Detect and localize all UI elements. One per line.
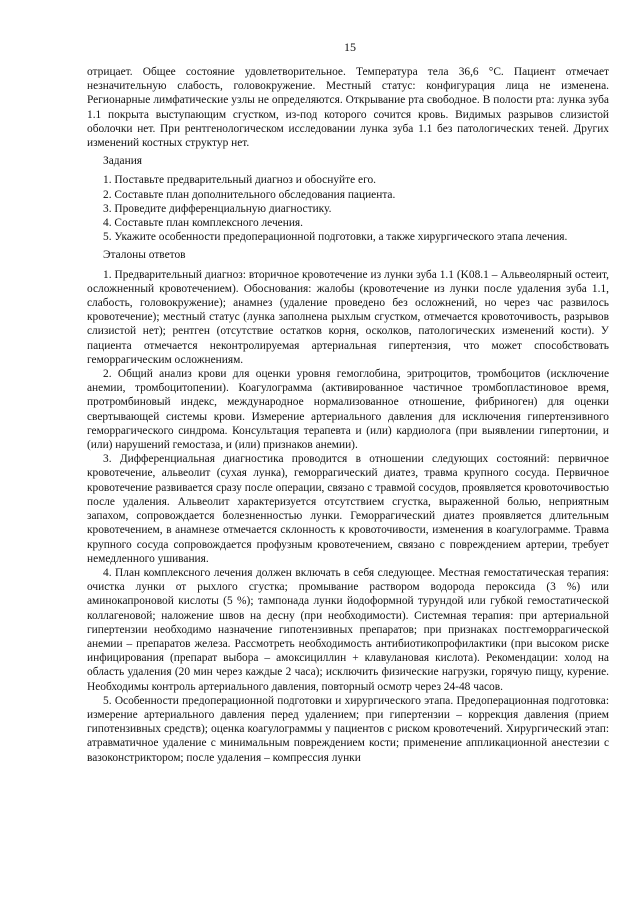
page-number: 15 bbox=[344, 40, 356, 54]
task-item-3: 3. Проведите дифференциальную диагностику. bbox=[103, 202, 332, 215]
answers-heading: Эталоны ответов bbox=[103, 249, 186, 262]
answer-4-treatment: 4. План комплексного лечения должен включать в себя следующее. Местная гемостатическая терапия: очистка лунки от рыхлого сгустка; промывание раствором водорода пероксида (3 %) или аминокапроновой кислоты (5 %); тампонада лунки йодоформной турундой или губкой гемостатической коллагеновой; наложение швов на десну (при необходимости). Системная терапия: при артериальной гипертензии необходимо назначение гипотензивных препаратов; при признаках постгеморрагической анемии – препаратов железа. Рассмотреть необходимость антибиотикопрофилактики (при высоком риске инфицирования (препарат выбора – амоксициллин + клавулановая кислота). Рекомендации: холод на область удаления (20 мин через каждые 2 часа); исключить физические нагрузки, горячую пищу, курение. Необходимы контроль артериального давления, повторный осмотр через 24-48 часов. bbox=[87, 566, 609, 693]
task-item-1: 1. Поставьте предварительный диагноз и обоснуйте его. bbox=[103, 174, 376, 187]
answer-1-diagnosis: 1. Предварительный диагноз: вторичное кровотечение из лунки зуба 1.1 (K08.1 – Альвеолярный остеит, осложненный кровотечением). Обоснования: жалобы (кровотечение из лунки после удаления зуба 1.1, слабость, головокружение); анамнез (удаление проведено без осложнений, но через час развилось кровотечение); местный статус (лунка заполнена рыхлым сгустком, отмечается кровоточивость, разрывов слизистой нет); рентген (отсутствие остатков корня, осколков, патологических изменений кости). У пациента отмечается неконтролируемая артериальная гипертензия, что может способствовать геморрагическим осложнениям. bbox=[87, 268, 609, 366]
answer-3-differential: 3. Дифференциальная диагностика проводится в отношении следующих состояний: первичное кровотечение, альвеолит (сухая лунка), геморрагический диатез, травма крупного сосуда. Первичное кровотечение развивается сразу после операции, связано с травмой сосудов, проявляется кровоточивостью после удаления. Альвеолит характеризуется отсутствием сгустка, выраженной болью, неприятным запахом, сопровождается болезненностью лунки. Геморрагический диатез проявляется длительным кровотечением, в анамнезе отмечается склонность к кровоточивости, изменения в коагулограмме. Травма крупного сосуда сопровождается профузным кровотечением, связано с повреждением артерии, требует немедленного ушивания. bbox=[87, 453, 609, 565]
case-continuation-paragraph: отрицает. Общее состояние удовлетворительное. Температура тела 36,6 °С. Пациент отмечает незначительную слабость, головокружение. Местный статус: конфигурация лица не изменена. Регионарные лимфатические узлы не определяются. Открывание рта свободное. В полости рта: лунка зуба 1.1 покрыта выступающим сгустком, из-под которого сочится кровь. Видимых разрывов слизистой оболочки нет. При рентгенологическом исследовании лунка зуба 1.1 без патологических теней. Других изменений костных структур нет. bbox=[87, 66, 609, 150]
answer-2-examination: 2. Общий анализ крови для оценки уровня гемоглобина, эритроцитов, тромбоцитов (исключение анемии, тромбоцитопении). Коагулограмма (активированное частичное тромбопластиновое время, протромбиновый индекс, международное нормализованное отношение, фибриноген) для оценки свертывающей системы крови. Измерение артериального давления для исключения гипертензивного геморрагического синдрома. Консультация терапевта и (или) кардиолога (при выявлении гипертонии, и (или) нарушений гемостаза, и (или) признаков анемии). bbox=[87, 368, 609, 452]
answer-5-preparation: 5. Особенности предоперационной подготовки и хирургического этапа. Предоперационная подготовка: измерение артериального давления перед удалением; при гипертензии – коррекция давления (прием гипотензивных средств); оценка коагулограммы у пациентов с риском кровотечений. Хирургический этап: атравматичное удаление с минимальным повреждением кости; применение аппликационной анестезии с вазоконстриктором; после удаления – компрессия лунки bbox=[87, 694, 609, 764]
tasks-heading: Задания bbox=[103, 155, 143, 168]
tasks-list bbox=[87, 173, 609, 244]
task-item-5: 5. Укажите особенности предоперационной подготовки, а также хирургического этапа лечения. bbox=[103, 231, 568, 244]
task-item-2: 2. Составьте план дополнительного обследования пациента. bbox=[103, 188, 396, 201]
task-item-4: 4. Составьте план комплексного лечения. bbox=[103, 217, 304, 230]
